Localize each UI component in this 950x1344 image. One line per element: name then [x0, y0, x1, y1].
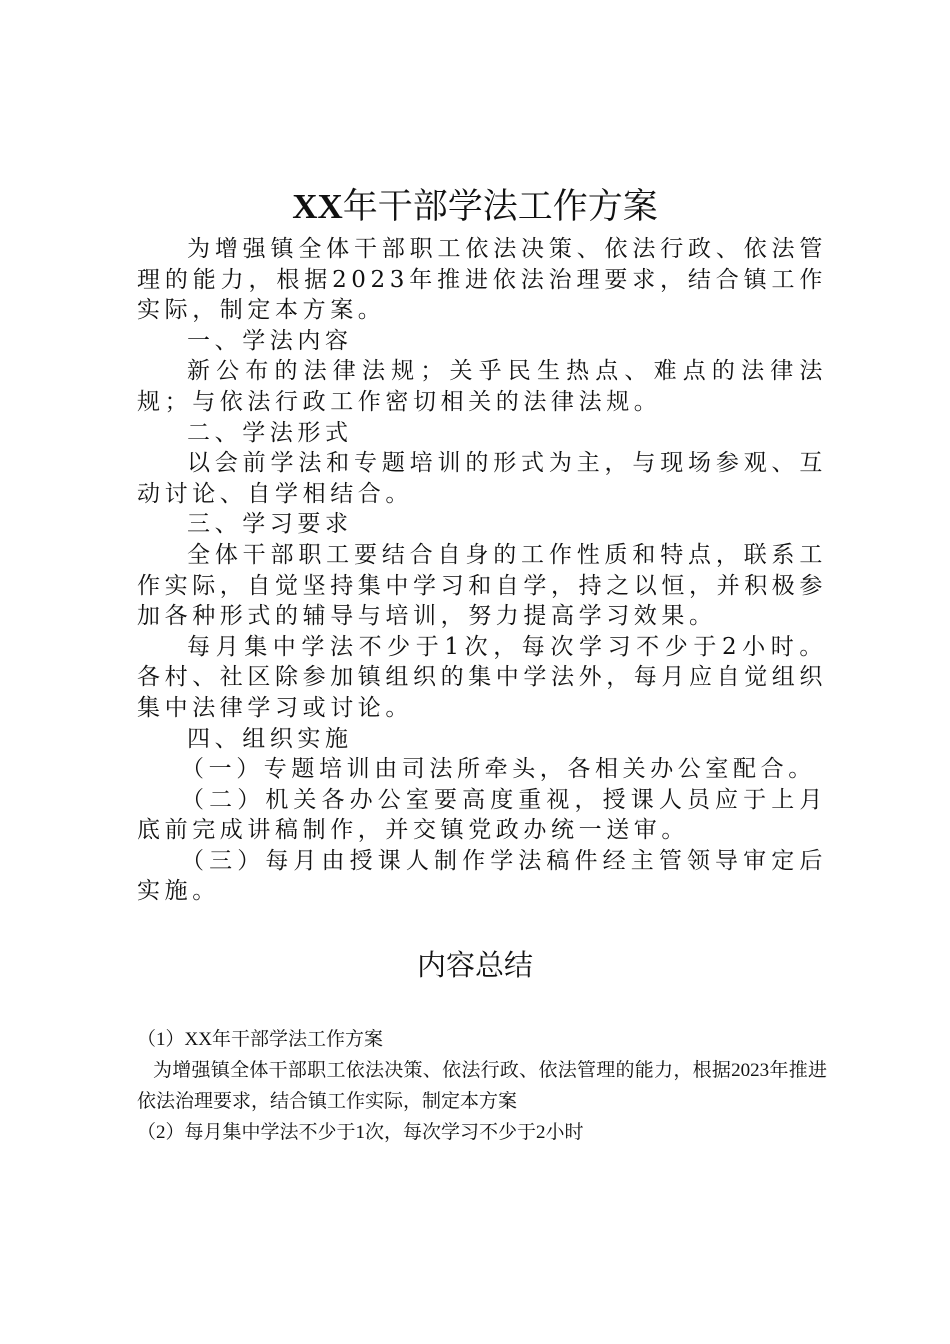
body-paragraph: 以会前学法和专题培训的形式为主，与现场参观、互动讨论、自学相结合。 — [137, 450, 827, 507]
summary-item: 为增强镇全体干部职工依法决策、依法行政、依法管理的能力，根据2023年推进依法治理要求，结合镇工作实际，制定本方案 — [137, 1060, 827, 1112]
sub-item: （一）专题培训由司法所牵头，各相关办公室配合。 — [181, 756, 816, 783]
summary-item: （2）每月集中学法不少于1次，每次学习不少于2小时 — [137, 1122, 584, 1143]
sub-item: （二）机关各办公室要高度重视，授课人员应于上月底前完成讲稿制作，并交镇党政办统一送审。 — [137, 786, 827, 844]
body-paragraph: 全体干部职工要结合自身的工作性质和特点，联系工作实际，自觉坚持集中学习和自学，持之以恒，并积极参加各种形式的辅导与培训，努力提高学习效果。 — [137, 541, 827, 630]
summary-item: （1）XX年干部学法工作方案 — [137, 1029, 383, 1050]
document-title-latin: XX — [292, 187, 343, 226]
body-paragraph: 为增强镇全体干部职工依法决策、依法行政、依法管理的能力，根据2023年推进依法治理要求，结合镇工作实际，制定本方案。 — [137, 236, 827, 324]
section-heading: 一、学法内容 — [187, 327, 353, 354]
section-heading: 四、组织实施 — [187, 725, 353, 752]
body-paragraph: 新公布的法律法规；关乎民生热点、难点的法律法规；与依法行政工作密切相关的法律法规。 — [137, 358, 827, 415]
summary-title: 内容总结 — [416, 948, 533, 982]
section-heading: 三、学习要求 — [187, 511, 353, 538]
summary-section — [137, 1024, 827, 1148]
document-title — [0, 181, 950, 233]
section-heading: 二、学法形式 — [187, 419, 353, 446]
body-paragraph: 每月集中学法不少于1次，每次学习不少于2小时。各村、社区除参加镇组织的集中学法外，每月应自觉组织集中法律学习或讨论。 — [137, 633, 827, 721]
sub-item: （三）每月由授课人制作学法稿件经主管领导审定后实施。 — [137, 847, 827, 905]
document-title-cjk: 年干部学法工作方案 — [342, 187, 658, 227]
document-body — [137, 234, 827, 907]
